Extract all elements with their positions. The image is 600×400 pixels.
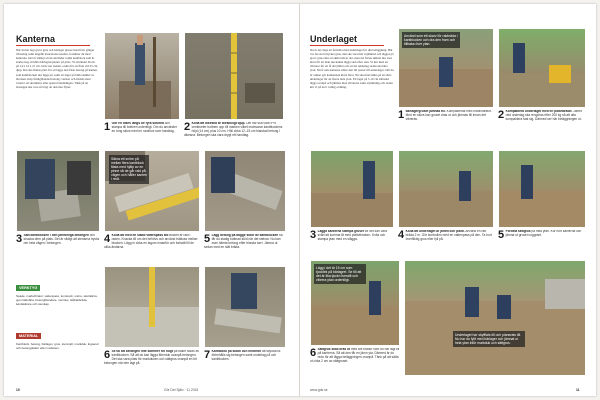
caption-left-2-number: 2 — [184, 122, 191, 133]
caption-left-3-number: 3 — [16, 234, 23, 245]
caption-right-3-bold: Lägga kanterna stampa gruset — [317, 230, 364, 233]
caption-right-1-bold: Bärlagergruset jämnas till. — [405, 110, 446, 113]
left-footer — [16, 388, 20, 392]
caption-left-1-text: och stampa till bottnen ordentligt. Om du använder en tung skiva med en rundbox som handtag. — [111, 122, 178, 133]
caption-left-4-text: blocket är rakt i raden. Knacka till om det behövs och använd träkloss mellan blocken. Lägg in cirka en lagom innanför och fortsätt till de olika ändarna. — [104, 234, 198, 249]
photo-step-5 — [204, 150, 286, 232]
photo-step-3 — [16, 150, 100, 232]
photo-step-6 — [104, 266, 200, 348]
caption-right-2-bold: Kompaktera underlaget med en platvibrator. — [505, 110, 573, 113]
photo-step-1-illustration — [105, 33, 180, 120]
caption-left-6-bold: Se till att betongen inte kommer för högt — [111, 350, 173, 353]
caption-left-2-bold: Kolla att dikesna är tillräckligt djup. — [191, 122, 246, 125]
sidebar-material — [16, 324, 100, 352]
photo-note-right-top: Använd som ett skarv för rakbräda i kantblocken och dra den fram och tillbaka över ytan. — [402, 32, 460, 48]
caption-right-5-bold: Fördela sättgrus — [505, 230, 531, 233]
caption-left-6-text: på bakre sidan av kantblocken. Så att du kan lägga fiberduk ovanpå betongen. Det ska vara plats för markduken och sättgrus ovanpå en bit betongen när den lagt på. — [104, 350, 199, 365]
caption-right-4-text: Använd en rätt bräda 2 m. Gör kontrollen med en vattenpass på den. Ta bort överflödig grus eller fyll på. — [405, 230, 492, 241]
photo-right-step-3-illustration — [311, 151, 394, 228]
caption-right-5 — [498, 230, 586, 252]
photo-step-2 — [184, 32, 284, 120]
left-section-title: Kanterna — [16, 34, 90, 46]
caption-right-3-text: för det kan vara svårt att komma åt med plattvibratorn. Kolla och stampa ytan med en slägga. — [317, 230, 387, 241]
caption-right-1 — [398, 110, 494, 132]
photo-step-4 — [104, 150, 200, 232]
photo-step-6-illustration — [105, 267, 200, 348]
sidebar-tools-text: Spade, markvibrator, vattenpass, tumstock, snöre, skottkärra, gummiklubba, betongblandare, murslev, stålrakbräda, kantskärare och stenkap. — [16, 294, 98, 306]
caption-left-1-bold: Gör en dikes längs de fyra sidorna — [111, 122, 164, 125]
caption-left-2-text: Det här ska vara 9+5 centimeter bottnen upp till marken vilket motsvarar kantblockens höjd (14 cm) plus 10 cm. Höll cirka 12–15 cm blandad betong i dikesna. Betongen ska vara drygt ett handtag. — [184, 122, 283, 137]
photo-right-step-5 — [498, 150, 586, 228]
caption-left-1-number: 1 — [104, 122, 111, 133]
sidebar-material-heading: MATERIAL — [16, 333, 41, 339]
caption-left-4 — [104, 234, 200, 256]
caption-right-6-text: med två brädor som du har lagt till på kanterna. Så att den får en jämn yta. Därmed är du redo för att lägga beläggningen ovanpå. Tänk på att sätta ut cirka 2 cm av sättgruset. — [310, 348, 400, 363]
photo-right-large-illustration — [405, 261, 586, 376]
caption-right-5-text: på hela ytan. Kör runt kanterna och jämna ut gruset noggrant. — [505, 230, 582, 237]
photo-step-2-illustration — [185, 33, 284, 120]
caption-left-5-bold: Lägg betong på bägge sidor av kantblocken — [211, 234, 279, 237]
caption-right-2-text: Jämnt rakt underlag ska rengöras efter 200 kg så att alla kompaktera fast sig. Därmed ser här beläggningen ut. — [505, 110, 582, 121]
photo-right-step-5-illustration — [499, 151, 586, 228]
caption-left-2 — [184, 122, 284, 142]
caption-left-3-text: och knacka dem på plats. Det är viktigt att stenarna trycks ner hela vägen i betongen. — [23, 234, 100, 245]
right-section-title: Underlaget — [310, 34, 384, 46]
caption-right-6-bold: Sättgrus skall dras ut — [317, 348, 351, 351]
photo-note-left: Säkra ett snöre på mellan flera kantblock fästa med hjälp av en pinne så de går rakt på vägen och håller kanten i nivå. — [109, 155, 149, 184]
caption-left-7 — [204, 350, 286, 372]
caption-left-7-bold: Kantblock på sidan och innanför — [211, 350, 262, 353]
caption-right-3 — [310, 230, 394, 252]
photo-right-step-6 — [310, 260, 400, 346]
caption-right-4 — [398, 230, 494, 252]
photo-step-1 — [104, 32, 180, 120]
magazine-spread — [4, 4, 596, 396]
photo-step-7-illustration — [205, 267, 286, 348]
caption-right-1-text: Kompakteras med markvibrator. Med en skiva kan gruset dras ut och jämnas till innan det vibreras. — [405, 110, 492, 121]
photo-step-3-illustration — [17, 151, 100, 232]
caption-right-6 — [310, 348, 400, 376]
caption-right-5-number: 5 — [498, 230, 505, 241]
photo-right-step-1 — [398, 28, 494, 108]
caption-left-7-number: 7 — [204, 350, 211, 361]
photo-right-step-4 — [398, 150, 494, 228]
photo-right-step-2-illustration — [499, 29, 586, 108]
right-footer-text: www.gds.se — [310, 388, 328, 392]
photo-right-step-4-illustration — [399, 151, 494, 228]
left-footer-text: Gör Det Själv · 11 2015 — [164, 388, 199, 392]
caption-left-1 — [104, 122, 180, 142]
caption-left-3-bold: Sätt kantblocken i den jämförliga betongen — [23, 234, 89, 237]
caption-left-4-number: 4 — [104, 234, 111, 245]
photo-note-right-mid: Lägg i det är 15 cm som tjocklek på bärlagret. Se till att det är lika tjockt överallt och vibrera ytan ordentligt. — [314, 264, 366, 284]
caption-right-4-bold: Kolla att underlaget är jämnt och plant. — [405, 230, 465, 233]
sidebar-tools-heading: VERKTYG — [16, 285, 40, 291]
right-intro-text: Nu är det dags att fortsätta med underlaget för din beläggning. Här var det stort mycket grus, den ska vara helt avjämnad och läggas på grovt grus eller ett skikt utöver det, men det första skiktet ska vara klart för att man ska kunna lägga sten efter sten. Vi kör med en vibrator för att få det jämnt och att det underlag sedan ska bära ytan. Nivå som kanterna sätter den till passar till underlaget. Om du är osäker gör kantstenen klara först. Nu ska man tänka på att sätta underlaget för att fixera hela ytan. Ett lager på 5-10 cm sättsand läggs ovanpå och jämnas med vibratorn samt avjämning och sedan kör vi på det i vanlig ordning. — [310, 48, 394, 89]
sidebar-tools — [16, 276, 100, 307]
left-page — [4, 4, 300, 396]
caption-left-4-bold: Kolla att med en sladd vattenpass att — [111, 234, 168, 237]
caption-left-5-text: så får du stadig bottnad stöd när det stelnar. Nu kan man hämta betong efter blanda torrt. Jämna ut sedan med en slät bräda. — [204, 234, 283, 249]
caption-right-1-number: 1 — [398, 110, 405, 121]
photo-right-step-3 — [310, 150, 394, 228]
caption-right-6-number: 6 — [310, 348, 317, 359]
photo-note-right-bottom: Underlaget har skyfflats till och planerats till. Nu har du fyllt med bärlager och jämnat ut hela ytan inför markduk och sättgrus. — [453, 331, 525, 347]
left-page-number: 10 — [16, 388, 20, 392]
caption-right-4-number: 4 — [398, 230, 405, 241]
right-page — [300, 4, 596, 396]
left-intro-text: När du har lagt grovt grus och bärlager gruset med först gånger vibrering samt ungefär kvarstrena resultat, fortsätter du med kanterna. Det är viktigt att du använder rejäla kantblock som är starka nog att hålla bärlagret/plattor på plats. Vi använder block på 14 x 14 x 21 cm. Gräv ner stenen, ordna för att fixet vid 25 cm djup. Det ska finnas plats för att lägga ned fäste betong på kanten, som kantblocken ska ligga på, samt ett lager på bilda skiktet av blocken. Köp färdigblandad betong i säckar och blanda med vatten i en skottkärra eller spetsa blandningen. Tänk på att betongen ska vara så trögt att den inte flyter. — [16, 48, 98, 89]
photo-step-5-illustration — [205, 151, 286, 232]
caption-left-5 — [204, 234, 286, 256]
right-footer — [576, 388, 580, 392]
caption-left-7-text: att skydda till förbehålls sig betongen samt underlag på och kantblocken. — [211, 350, 281, 361]
caption-left-3 — [16, 234, 100, 256]
photo-step-7 — [204, 266, 286, 348]
caption-left-6 — [104, 350, 200, 372]
caption-left-6-number: 6 — [104, 350, 111, 361]
photo-right-large — [404, 260, 586, 376]
caption-left-5-number: 5 — [204, 234, 211, 245]
photo-right-step-2 — [498, 28, 586, 108]
caption-right-2-number: 2 — [498, 110, 505, 121]
caption-right-3-number: 3 — [310, 230, 317, 241]
right-page-number: 11 — [576, 388, 580, 392]
sidebar-material-text: Kantblock, betong, bärlager, grus, stenmjöl, markduk, fogsand och betongplattor eller marksten. — [16, 342, 99, 350]
caption-right-2 — [498, 110, 586, 132]
